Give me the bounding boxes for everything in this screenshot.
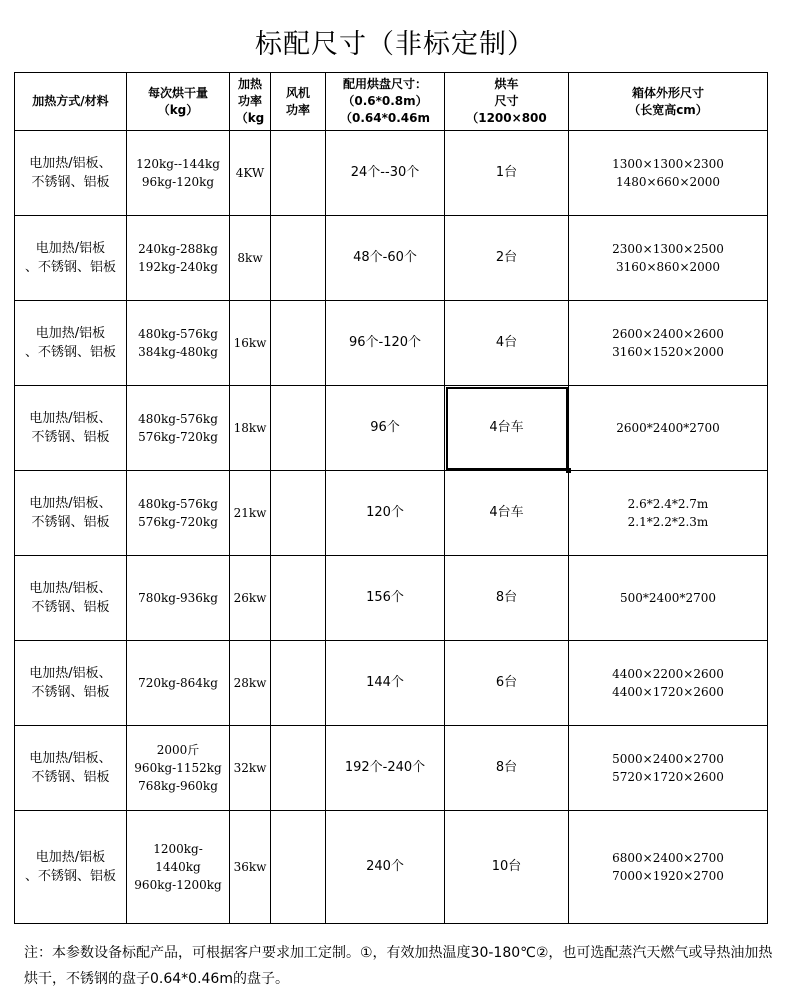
cell-material[interactable]: 电加热/铝板、 不锈钢、铝板	[15, 386, 127, 471]
header-box-size: 箱体外形尺寸 （长宽高cm）	[569, 73, 768, 131]
cell-trays[interactable]: 24个--30个	[326, 131, 445, 216]
cell-capacity[interactable]: 1200kg- 1440kg 960kg-1200kg	[127, 811, 230, 924]
cell-power[interactable]: 36kw	[230, 811, 271, 924]
header-material: 加热方式/材料	[15, 73, 127, 131]
cell-fan[interactable]	[271, 386, 326, 471]
table-row	[15, 726, 768, 811]
header-fan-power: 风机 功率	[271, 73, 326, 131]
cell-size[interactable]: 4400×2200×2600 4400×1720×2600	[569, 641, 768, 726]
cell-fan[interactable]	[271, 641, 326, 726]
table-row	[15, 556, 768, 641]
cell-capacity[interactable]: 120kg--144kg 96kg-120kg	[127, 131, 230, 216]
table-row	[15, 386, 768, 471]
cell-trays[interactable]: 96个	[326, 386, 445, 471]
spec-table	[14, 72, 768, 924]
page-title: 标配尺寸（非标定制）	[255, 29, 535, 60]
cell-carts-selected[interactable]: 4台车	[445, 386, 569, 471]
cell-carts[interactable]: 2台	[445, 216, 569, 301]
header-heating-power: 加热 功率 （kg	[230, 73, 271, 131]
cell-capacity[interactable]: 2000斤 960kg-1152kg 768kg-960kg	[127, 726, 230, 811]
cell-material[interactable]: 电加热/铝板、 不锈钢、铝板	[15, 641, 127, 726]
cell-size[interactable]: 5000×2400×2700 5720×1720×2600	[569, 726, 768, 811]
cell-capacity[interactable]: 240kg-288kg 192kg-240kg	[127, 216, 230, 301]
footnote: 注：本参数设备标配产品，可根据客户要求加工定制。①，有效加热温度30-180℃②，也可选配蒸汽天燃气或导热油加热烘干，不锈钢的盘子0.64*0.46m的盘子。	[24, 945, 773, 987]
cell-carts[interactable]: 8台	[445, 556, 569, 641]
cell-material[interactable]: 电加热/铝板、 不锈钢、铝板	[15, 131, 127, 216]
cell-carts[interactable]: 4台	[445, 301, 569, 386]
cell-size[interactable]: 500*2400*2700	[569, 556, 768, 641]
header-tray-size: 配用烘盘尺寸： （0.6*0.8m） （0.64*0.46m	[326, 73, 445, 131]
cell-fan[interactable]	[271, 216, 326, 301]
cell-trays[interactable]: 96个-120个	[326, 301, 445, 386]
table-header-row	[15, 73, 768, 131]
cell-power[interactable]: 4KW	[230, 131, 271, 216]
cell-fan[interactable]	[271, 301, 326, 386]
table-row	[15, 301, 768, 386]
cell-size[interactable]: 6800×2400×2700 7000×1920×2700	[569, 811, 768, 924]
cell-power[interactable]: 18kw	[230, 386, 271, 471]
cell-carts[interactable]: 8台	[445, 726, 569, 811]
cell-material[interactable]: 电加热/铝板、 不锈钢、铝板	[15, 471, 127, 556]
header-capacity: 每次烘干量 （kg）	[127, 73, 230, 131]
cell-capacity[interactable]: 720kg-864kg	[127, 641, 230, 726]
cell-material[interactable]: 电加热/铝板 、不锈钢、铝板	[15, 811, 127, 924]
cell-carts[interactable]: 4台车	[445, 471, 569, 556]
cell-material[interactable]: 电加热/铝板 、不锈钢、铝板	[15, 216, 127, 301]
table-row	[15, 641, 768, 726]
table-row	[15, 471, 768, 556]
cell-trays[interactable]: 120个	[326, 471, 445, 556]
cell-fan[interactable]	[271, 556, 326, 641]
table-row	[15, 131, 768, 216]
cell-size[interactable]: 2300×1300×2500 3160×860×2000	[569, 216, 768, 301]
cell-power[interactable]: 28kw	[230, 641, 271, 726]
cell-fan[interactable]	[271, 811, 326, 924]
cell-fan[interactable]	[271, 131, 326, 216]
cell-capacity[interactable]: 480kg-576kg 576kg-720kg	[127, 386, 230, 471]
cell-size[interactable]: 2.6*2.4*2.7m 2.1*2.2*2.3m	[569, 471, 768, 556]
cell-carts[interactable]: 1台	[445, 131, 569, 216]
cell-trays[interactable]: 156个	[326, 556, 445, 641]
cell-trays[interactable]: 48个-60个	[326, 216, 445, 301]
cell-trays[interactable]: 240个	[326, 811, 445, 924]
cell-capacity[interactable]: 480kg-576kg 384kg-480kg	[127, 301, 230, 386]
cell-material[interactable]: 电加热/铝板 、不锈钢、铝板	[15, 301, 127, 386]
table-row	[15, 216, 768, 301]
cell-fan[interactable]	[271, 726, 326, 811]
cell-capacity[interactable]: 780kg-936kg	[127, 556, 230, 641]
cell-material[interactable]: 电加热/铝板、 不锈钢、铝板	[15, 556, 127, 641]
cell-power[interactable]: 21kw	[230, 471, 271, 556]
cell-trays[interactable]: 144个	[326, 641, 445, 726]
cell-power[interactable]: 32kw	[230, 726, 271, 811]
table-row	[15, 811, 768, 924]
header-cart-size: 烘车 尺寸 （1200×800	[445, 73, 569, 131]
cell-capacity[interactable]: 480kg-576kg 576kg-720kg	[127, 471, 230, 556]
cell-power[interactable]: 16kw	[230, 301, 271, 386]
cell-size[interactable]: 2600×2400×2600 3160×1520×2000	[569, 301, 768, 386]
cell-fan[interactable]	[271, 471, 326, 556]
cell-size[interactable]: 1300×1300×2300 1480×660×2000	[569, 131, 768, 216]
cell-power[interactable]: 8kw	[230, 216, 271, 301]
cell-carts[interactable]: 10台	[445, 811, 569, 924]
cell-size[interactable]: 2600*2400*2700	[569, 386, 768, 471]
cell-material[interactable]: 电加热/铝板、 不锈钢、铝板	[15, 726, 127, 811]
cell-trays[interactable]: 192个-240个	[326, 726, 445, 811]
cell-power[interactable]: 26kw	[230, 556, 271, 641]
cell-carts[interactable]: 6台	[445, 641, 569, 726]
